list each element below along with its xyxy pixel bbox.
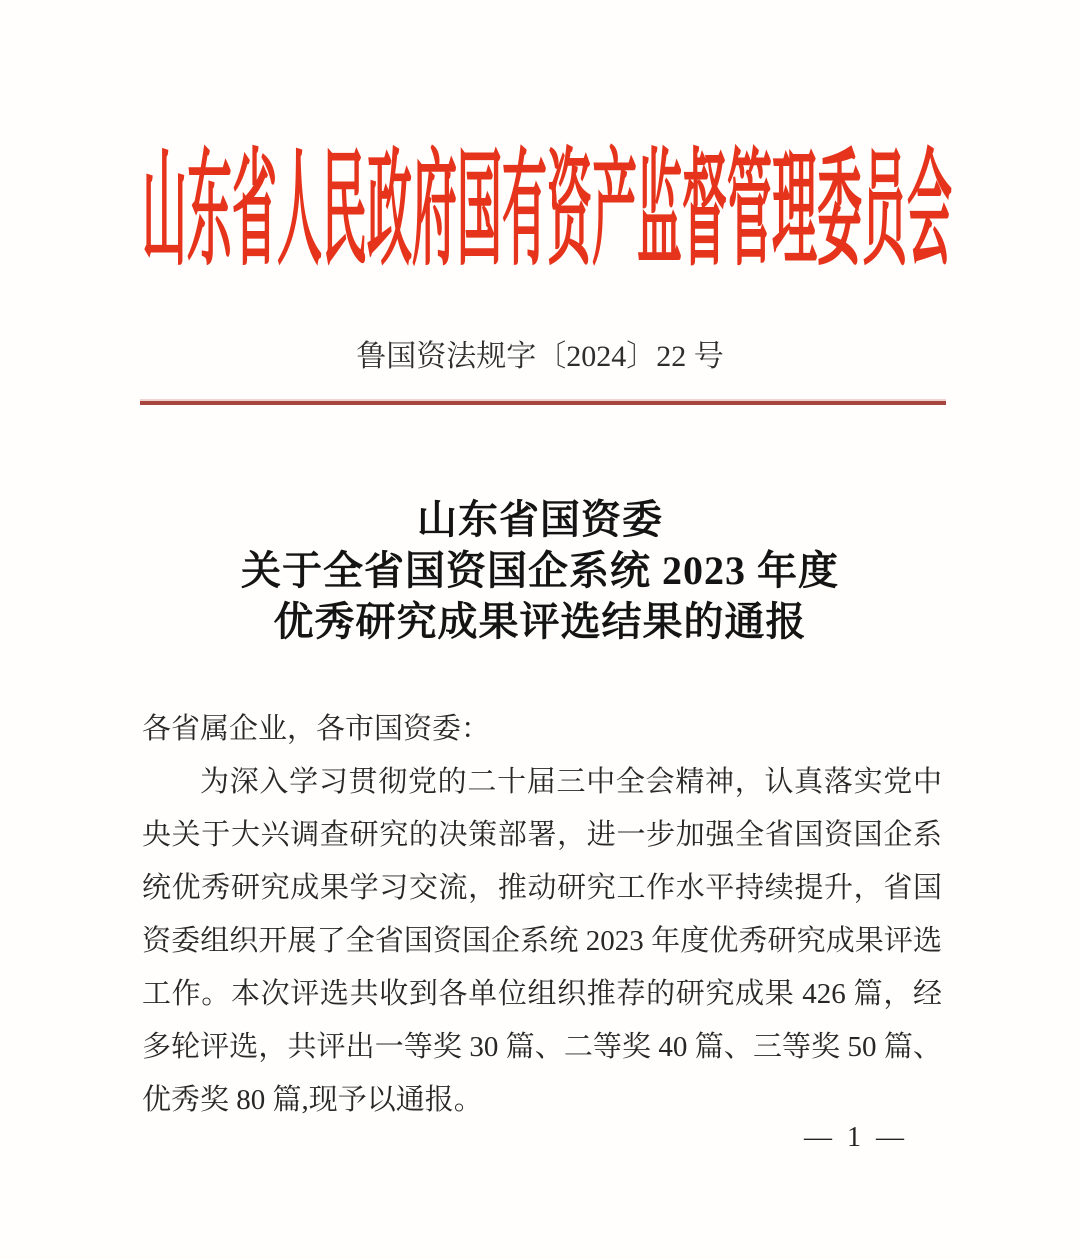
body-line: 央关于大兴调查研究的决策部署，进一步加强全省国资国企系 xyxy=(142,819,942,851)
body-line: 多轮评选，共评出一等奖 30 篇、二等奖 40 篇、三等奖 50 篇、 xyxy=(142,1031,942,1063)
letterhead xyxy=(0,140,1080,281)
notice-title-line-2: 关于全省国资国企系统 2023 年度 xyxy=(241,548,839,593)
red-divider xyxy=(140,401,946,405)
issuer-title: 山东省人民政府国有资产监督管理委员会 xyxy=(141,140,952,281)
body-line: 为深入学习贯彻党的二十届三中全会精神，认真落实党中 xyxy=(200,766,942,798)
notice-body xyxy=(142,703,942,1127)
body-line: 资委组织开展了全省国资国企系统 2023 年度优秀研究成果评选 xyxy=(142,925,942,957)
notice-title-line-3: 优秀研究成果评选结果的通报 xyxy=(273,599,807,644)
notice-title-line-1: 山东省国资委 xyxy=(417,497,663,542)
body-line: 工作。本次评选共收到各单位组织推荐的研究成果 426 篇，经 xyxy=(142,978,942,1010)
body-line: 统优秀研究成果学习交流，推动研究工作水平持续提升，省国 xyxy=(142,872,942,904)
page-number: — 1 — xyxy=(804,1122,908,1153)
body-line: 优秀奖 80 篇,现予以通报。 xyxy=(142,1084,483,1116)
document-number: 鲁国资法规字〔2024〕22 号 xyxy=(356,340,724,373)
salutation: 各省属企业，各市国资委： xyxy=(142,713,491,745)
notice-title xyxy=(0,494,1080,647)
